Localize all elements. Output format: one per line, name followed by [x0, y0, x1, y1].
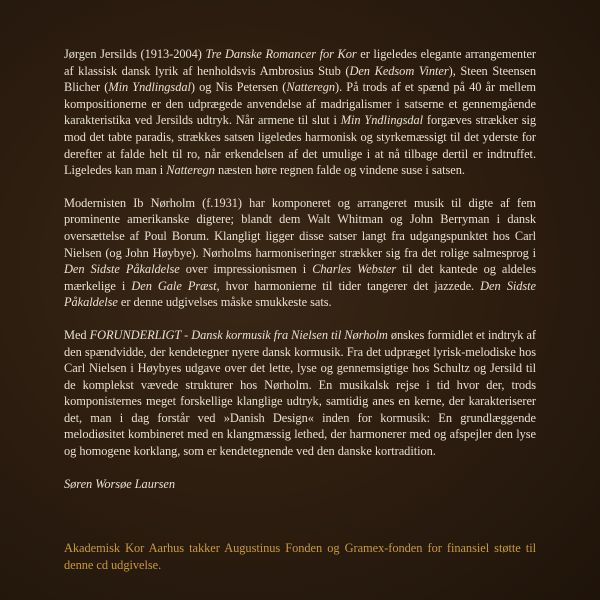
text-run: til det kantede og aldeles mærkelige i [64, 262, 536, 293]
acknowledgement-footer: Akademisk Kor Aarhus takker Augustinus Fonden og Gramex-fonden for finansiel støtte til denne cd udgivelse. [64, 541, 536, 572]
text-run: over impressionismen i [179, 262, 313, 277]
text-run: ) og Nis Petersen ( [190, 80, 287, 95]
italic-title: Natteregn [286, 80, 336, 95]
italic-title: Charles Webster [312, 262, 397, 277]
italic-title: Min Yndlingsdal [108, 80, 191, 95]
text-run: ), Steen Steensen Blicher ( [64, 63, 536, 95]
text-run: forgæves strækker sig mod det tabte paradis, strækkes satsen ligeledes harmonisk og styrkemæssigt til det yderste for derefter at falde helt til ro, når erkendelsen af det umulige i at nå tilbage dertil er indtruffet. Ligeledes kan man i [64, 113, 536, 178]
text-run: er denne udgivelses måske smukkeste sats. [117, 295, 332, 310]
italic-title: Den Gale Præst [131, 278, 217, 293]
body-text [64, 46, 536, 460]
text-run: Med [64, 327, 90, 342]
italic-title: Natteregn [166, 163, 215, 178]
text-run: næsten høre regnen falde og vindene suse i satsen. [214, 163, 465, 178]
paragraph-forunderligt [64, 327, 536, 460]
text-run: er ligeledes elegante arrangementer af klassisk dansk lyrik af henholdsvis Ambrosius Stub ( [64, 47, 536, 78]
paragraph-norholm [64, 195, 536, 311]
italic-title: Den Sidste Påkaldelse [64, 262, 180, 277]
italic-title: Tre Danske Romancer for Kor [205, 47, 357, 61]
paragraph-jersild [64, 46, 536, 179]
italic-title: Min Yndlingsdal [340, 113, 424, 128]
text-run: , hvor harmonierne til tider tangerer det jazzede. [216, 278, 481, 293]
text-run: Jørgen Jersilds (1913-2004) [64, 47, 206, 61]
italic-title: Den Kedsom Vinter [349, 63, 449, 78]
italic-title: Den Sidste Påkaldelse [64, 278, 536, 310]
text-run: ønskes formidlet et indtryk af den spændvidde, der kendetegner nyere dansk kormusik. Fra det udpræget lyrisk-melodiske hos Carl Nielsen i Høybyes udgave over det lette, lyse og gennemsigtige hos Schultz og Jersild til de komplekst vævede strukturer hos Nørholm. En musikalsk rejse i tid hvor der, trods komponisternes meget forskellige klanglige udtryk, samtidig anes en kerne, der karakteriserer det, man i dag forstår ved »Danish Design« inden for kormusik: En grundlæggende melodiøsitet kombineret med en klangmæssig lethed, der harmonerer med og afspejler den lyse og homogene korklang, som er kendetegnende ved den danske kortradition. [64, 327, 536, 459]
italic-title: FORUNDERLIGT - Dansk kormusik fra Nielsen til Nørholm [89, 327, 388, 342]
text-run: ). På trods af et spænd på 40 år mellem kompositionerne er den udprægede anvendelse af madrigalismer i satserne et gennemgående karakteristika ved Jersilds udtryk. Når armene til slut i [64, 80, 536, 128]
text-run: Modernisten Ib Nørholm (f.1931) har komponeret og arrangeret musik til digte af fem prominente amerikanske digtere; blandt dem Walt Whitman og John Berryman i dansk oversættelse af Poul Borum. Klangligt ligger disse satser langt fra udgangspunktet hos Carl Nielsen (og John Høybye). Nørholms harmoniseringer strækker sig fra det rolige salmesprog i [64, 195, 536, 260]
author-signature: Søren Worsøe Laursen [64, 476, 175, 491]
